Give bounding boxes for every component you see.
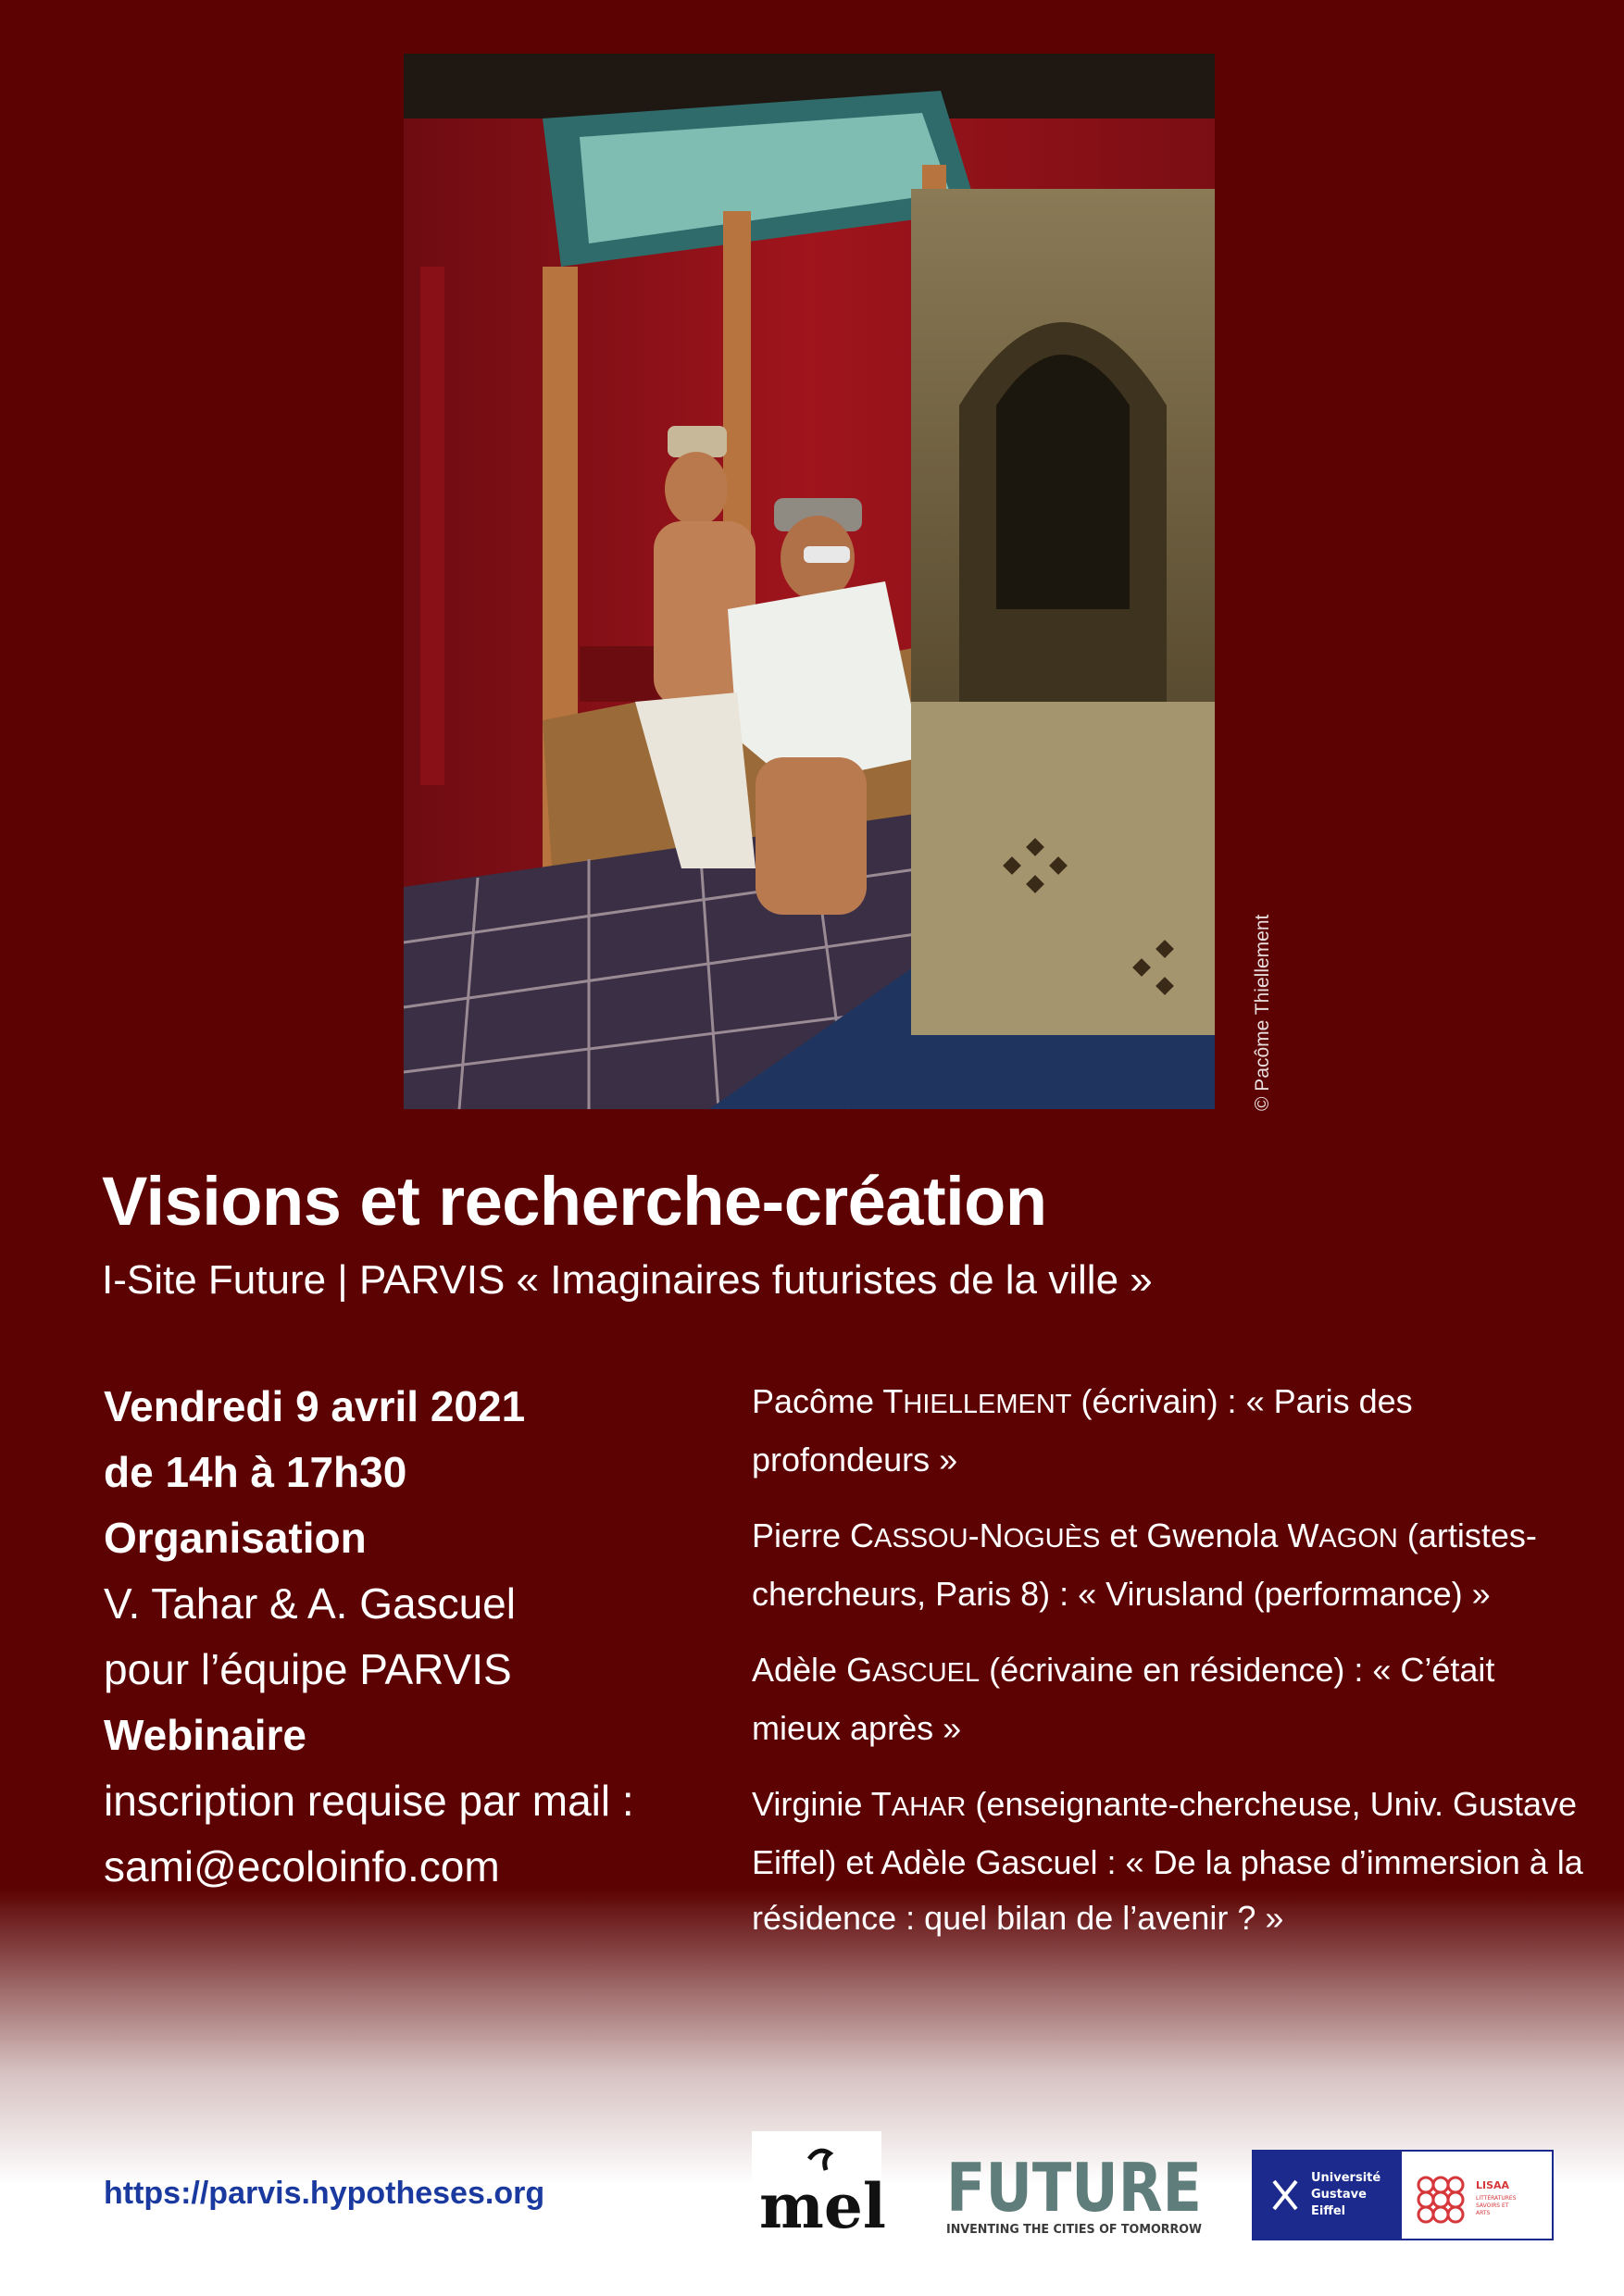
lisaa-logo-text: LISAA (1476, 2179, 1510, 2191)
speaker-item: Pacôme THIELLEMENT (écrivain) : « Paris des profondeurs » (752, 1382, 1413, 1479)
hero-photo-collage (404, 54, 1215, 1109)
registration-note: inscription requise par mail : (104, 1777, 634, 1825)
speaker-item: Pierre CASSOU-NOGUÈS et Gwenola WAGON (artistes-chercheurs, Paris 8) : « Virusland (performance) » (752, 1516, 1537, 1613)
ug-logo-line1: Université (1311, 2171, 1381, 2185)
ug-logo-line3: Eiffel (1311, 2204, 1346, 2218)
future-logo-tagline: INVENTING THE CITIES OF TOMORROW (946, 2223, 1202, 2237)
website-link[interactable]: https://parvis.hypotheses.org (104, 2176, 545, 2211)
lisaa-logo (1418, 2177, 1463, 2222)
lisaa-logo-sub1: LITTÉRATURES (1476, 2195, 1517, 2202)
organisers: V. Tahar & A. Gascuel (104, 1579, 516, 1628)
mel-logo-text: mel (759, 2170, 886, 2242)
future-logo (944, 2148, 1206, 2240)
organisation-label: Organisation (104, 1514, 367, 1562)
speaker-item: Adèle GASCUEL (écrivaine en résidence) : « C’était mieux après » (752, 1651, 1495, 1747)
photo-credit: © Pacôme Thiellement (1252, 914, 1273, 1111)
lisaa-logo-sub3: ARTS (1476, 2210, 1491, 2216)
future-logo-text: FUTURE (946, 2149, 1202, 2227)
event-info (104, 1374, 696, 1900)
mel-logo (752, 2131, 886, 2252)
contact-email[interactable]: sami@ecoloinfo.com (104, 1842, 500, 1890)
page-title: Visions et recherche-création (102, 1163, 1047, 1240)
sepia-corridor-inset (911, 189, 1215, 1035)
team: pour l’équipe PARVIS (104, 1645, 512, 1693)
event-time: de 14h à 17h30 (104, 1448, 407, 1496)
partner-logos (1252, 2150, 1554, 2240)
event-date: Vendredi 9 avril 2021 (104, 1382, 526, 1430)
webinaire-label: Webinaire (104, 1711, 306, 1759)
lisaa-logo-sub2: SAVOIRS ET (1476, 2202, 1509, 2209)
ug-logo-line2: Gustave (1311, 2188, 1367, 2202)
page-subtitle: I-Site Future | PARVIS « Imaginaires futuristes de la ville » (102, 1257, 1153, 1303)
speaker-item: Virginie TAHAR (enseignante-chercheuse, Univ. Gustave Eiffel) et Adèle Gascuel : « De la phase d’immersion à la résidence : quel bilan de l’avenir ? » (752, 1785, 1583, 1937)
speaker-list (752, 1374, 1585, 1966)
fresco-illustration (404, 54, 1215, 1109)
